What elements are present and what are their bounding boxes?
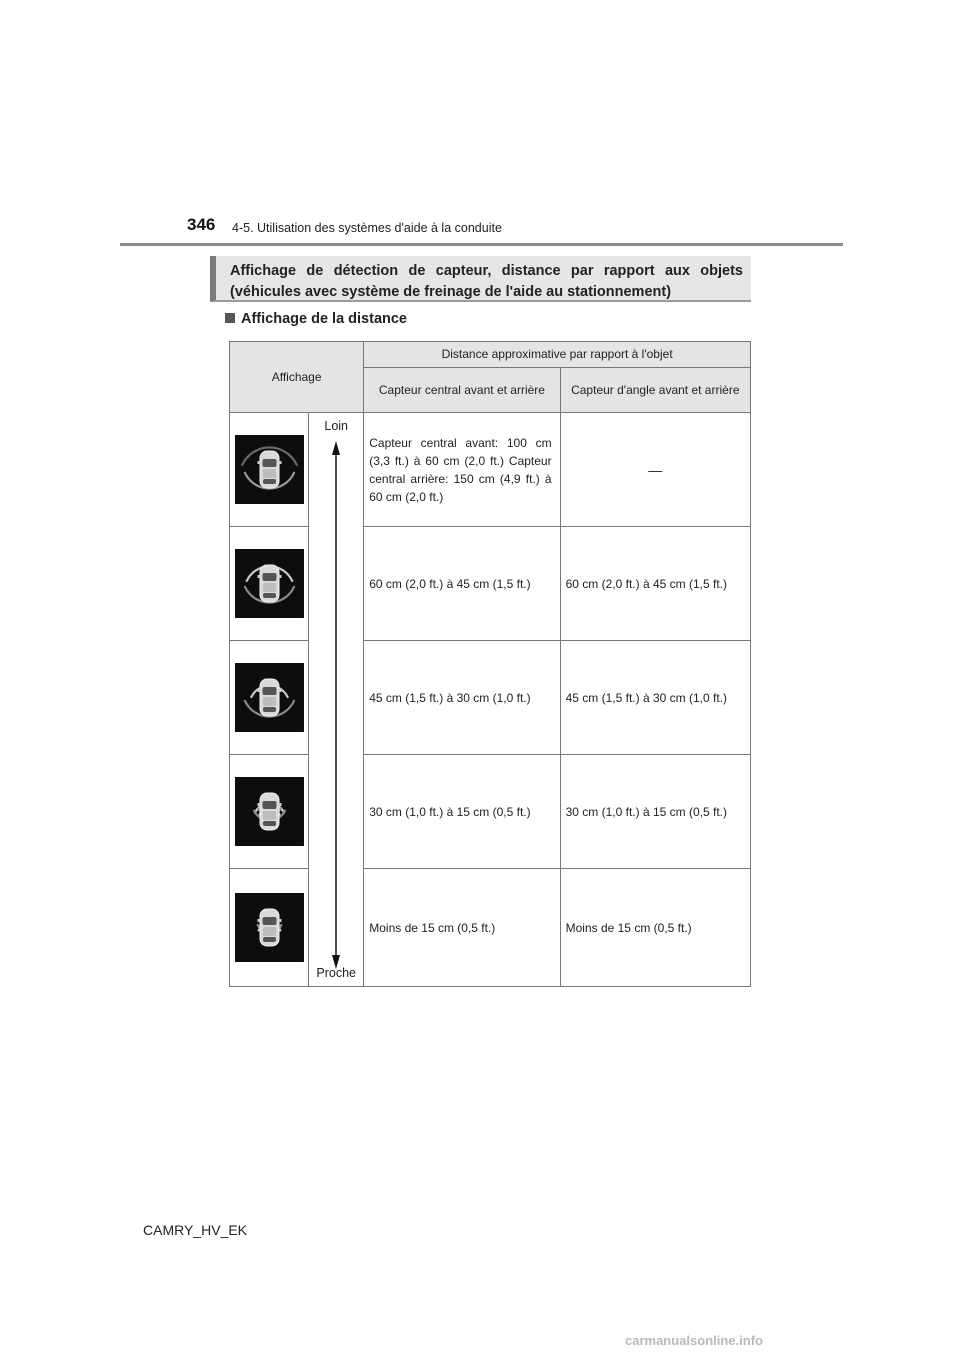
header-display: Affichage xyxy=(230,342,364,413)
central-distance-cell: Capteur central avant: 100 cm (3,3 ft.) à 60 cm (2,0 ft.) Capteur central arrière: 150 cm (4,9 ft.) à 60 cm (2,0 ft.) xyxy=(364,413,560,527)
display-image-cell xyxy=(230,755,309,869)
distance-arrow-cell xyxy=(309,413,364,987)
display-image-cell xyxy=(230,527,309,641)
header-distance-group: Distance approximative par rapport à l'objet xyxy=(364,342,751,368)
header-divider xyxy=(120,243,843,246)
section-title: Affichage de détection de capteur, distance par rapport aux objets (véhicules avec système de freinage de l'aide au stationnement) xyxy=(230,263,743,300)
subheading xyxy=(225,311,407,327)
distance-table xyxy=(229,341,751,987)
display-image-cell xyxy=(230,869,309,987)
square-bullet-icon xyxy=(225,313,235,323)
table-row xyxy=(230,527,751,641)
header-central-sensor: Capteur central avant et arrière xyxy=(364,368,560,413)
sensor-display-image xyxy=(235,663,304,732)
table-row xyxy=(230,755,751,869)
corner-distance-cell: Moins de 15 cm (0,5 ft.) xyxy=(560,869,750,987)
table-row xyxy=(230,641,751,755)
table-row xyxy=(230,869,751,987)
watermark: carmanualsonline.info xyxy=(625,1333,763,1348)
sensor-display-image xyxy=(235,893,304,962)
far-label: Loin xyxy=(324,419,349,433)
section-heading-box xyxy=(210,256,751,302)
model-code: CAMRY_HV_EK xyxy=(143,1222,248,1238)
corner-distance-cell: 30 cm (1,0 ft.) à 15 cm (0,5 ft.) xyxy=(560,755,750,869)
subheading-text: Affichage de la distance xyxy=(241,311,407,327)
central-distance-cell: 60 cm (2,0 ft.) à 45 cm (1,5 ft.) xyxy=(364,527,560,641)
table-row xyxy=(230,413,751,527)
page-number: 346 xyxy=(187,215,216,234)
display-image-cell xyxy=(230,413,309,527)
double-arrow-icon xyxy=(309,413,364,987)
corner-distance-cell: — xyxy=(560,413,750,527)
central-distance-cell: 30 cm (1,0 ft.) à 15 cm (0,5 ft.) xyxy=(364,755,560,869)
chapter-title: 4-5. Utilisation des systèmes d'aide à la conduite xyxy=(232,221,502,235)
header-corner-sensor: Capteur d'angle avant et arrière xyxy=(560,368,750,413)
near-label: Proche xyxy=(316,966,356,980)
corner-distance-cell: 60 cm (2,0 ft.) à 45 cm (1,5 ft.) xyxy=(560,527,750,641)
central-distance-cell: 45 cm (1,5 ft.) à 30 cm (1,0 ft.) xyxy=(364,641,560,755)
central-distance-cell: Moins de 15 cm (0,5 ft.) xyxy=(364,869,560,987)
sensor-display-image xyxy=(235,435,304,504)
sensor-display-image xyxy=(235,549,304,618)
sensor-display-image xyxy=(235,777,304,846)
corner-distance-cell: 45 cm (1,5 ft.) à 30 cm (1,0 ft.) xyxy=(560,641,750,755)
display-image-cell xyxy=(230,641,309,755)
